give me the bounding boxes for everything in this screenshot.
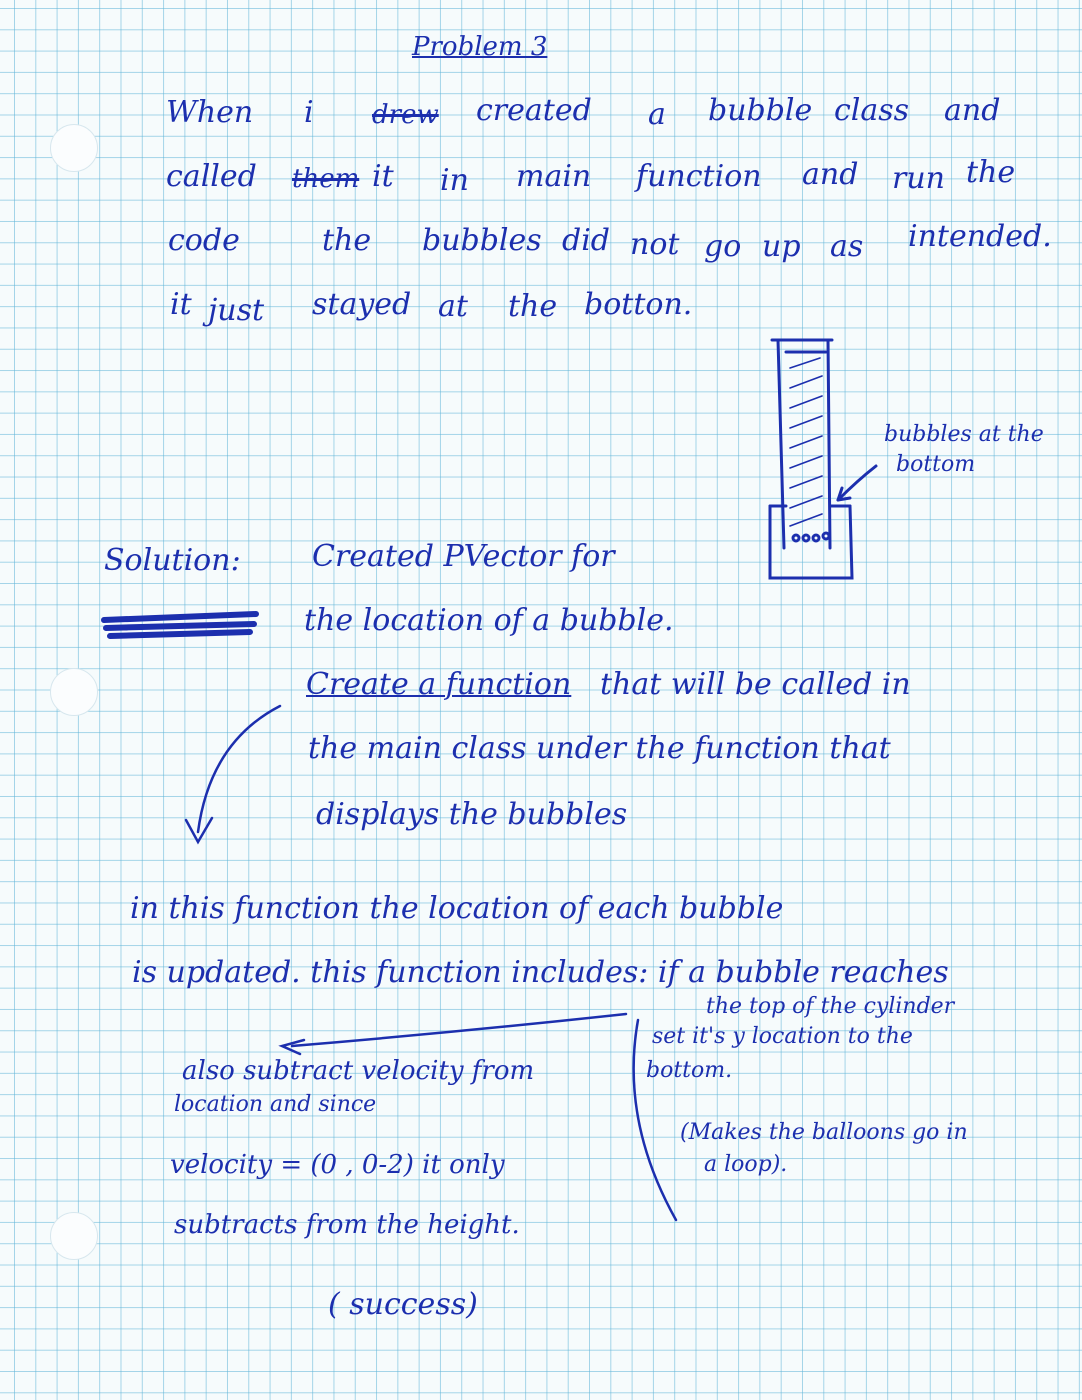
page-title: Problem 3 [412, 32, 548, 62]
problem-word: and [944, 93, 1001, 128]
solution-label: Solution: [104, 543, 241, 578]
solution-text: Created PVector for [312, 539, 615, 574]
problem-word: a [648, 97, 666, 132]
explanation-right-text: (Makes the balloons go in [680, 1120, 968, 1145]
solution-text: the location of a bubble. [304, 603, 674, 638]
problem-word: i [304, 95, 314, 130]
problem-word: code [168, 223, 240, 258]
solution-text-underlined: Create a function [306, 667, 572, 702]
success-note: ( success) [328, 1287, 478, 1322]
explanation-left-text: also subtract velocity from [182, 1056, 535, 1086]
explanation-text: in this function the location of each bubble [130, 891, 784, 926]
problem-word: bubble [708, 93, 813, 128]
solution-text: displays the bubbles [316, 797, 628, 832]
problem-word: as [830, 229, 864, 264]
problem-word: intended. [908, 219, 1052, 254]
problem-word: it [170, 287, 192, 322]
explanation-right-text: the top of the cylinder [706, 994, 955, 1019]
problem-word: main [516, 159, 592, 194]
diagram-label: bottom [896, 452, 976, 477]
problem-word: go [704, 229, 742, 264]
crossed-out-word: them [292, 164, 360, 194]
problem-word: the [966, 155, 1016, 190]
crossed-out-word: drew [372, 100, 439, 130]
problem-word: in [440, 163, 469, 198]
problem-word: did [562, 223, 611, 258]
diagram-label: bubbles at the [884, 422, 1044, 447]
problem-word: at [438, 289, 468, 324]
problem-word: it [372, 159, 394, 194]
explanation-left-text: subtracts from the height. [174, 1210, 520, 1240]
problem-word: function [636, 159, 762, 194]
problem-word: and [802, 157, 859, 192]
solution-text: that will be called in [600, 667, 911, 702]
problem-word: bubbles [422, 223, 542, 258]
explanation-right-text: bottom. [646, 1058, 733, 1083]
explanation-left-text: velocity = (0 , 0-2) it only [170, 1150, 505, 1180]
problem-word: botton. [584, 287, 693, 322]
explanation-text: is updated. this function includes: if a bubble reaches [132, 955, 949, 990]
problem-word: called [166, 159, 257, 194]
problem-word: not [630, 227, 680, 262]
problem-word: created [476, 93, 592, 128]
solution-text: the main class under the function that [308, 731, 891, 766]
explanation-right-text: set it's y location to the [652, 1024, 913, 1049]
problem-word: stayed [312, 287, 412, 322]
problem-word: class [834, 93, 910, 128]
explanation-right-text: a loop). [704, 1152, 788, 1177]
explanation-left-text: location and since [174, 1092, 377, 1117]
problem-word: When [166, 95, 254, 130]
problem-word: run [892, 161, 945, 196]
problem-word: just [208, 293, 265, 328]
problem-word: up [762, 229, 801, 264]
problem-word: the [322, 223, 372, 258]
problem-word: the [508, 289, 558, 324]
